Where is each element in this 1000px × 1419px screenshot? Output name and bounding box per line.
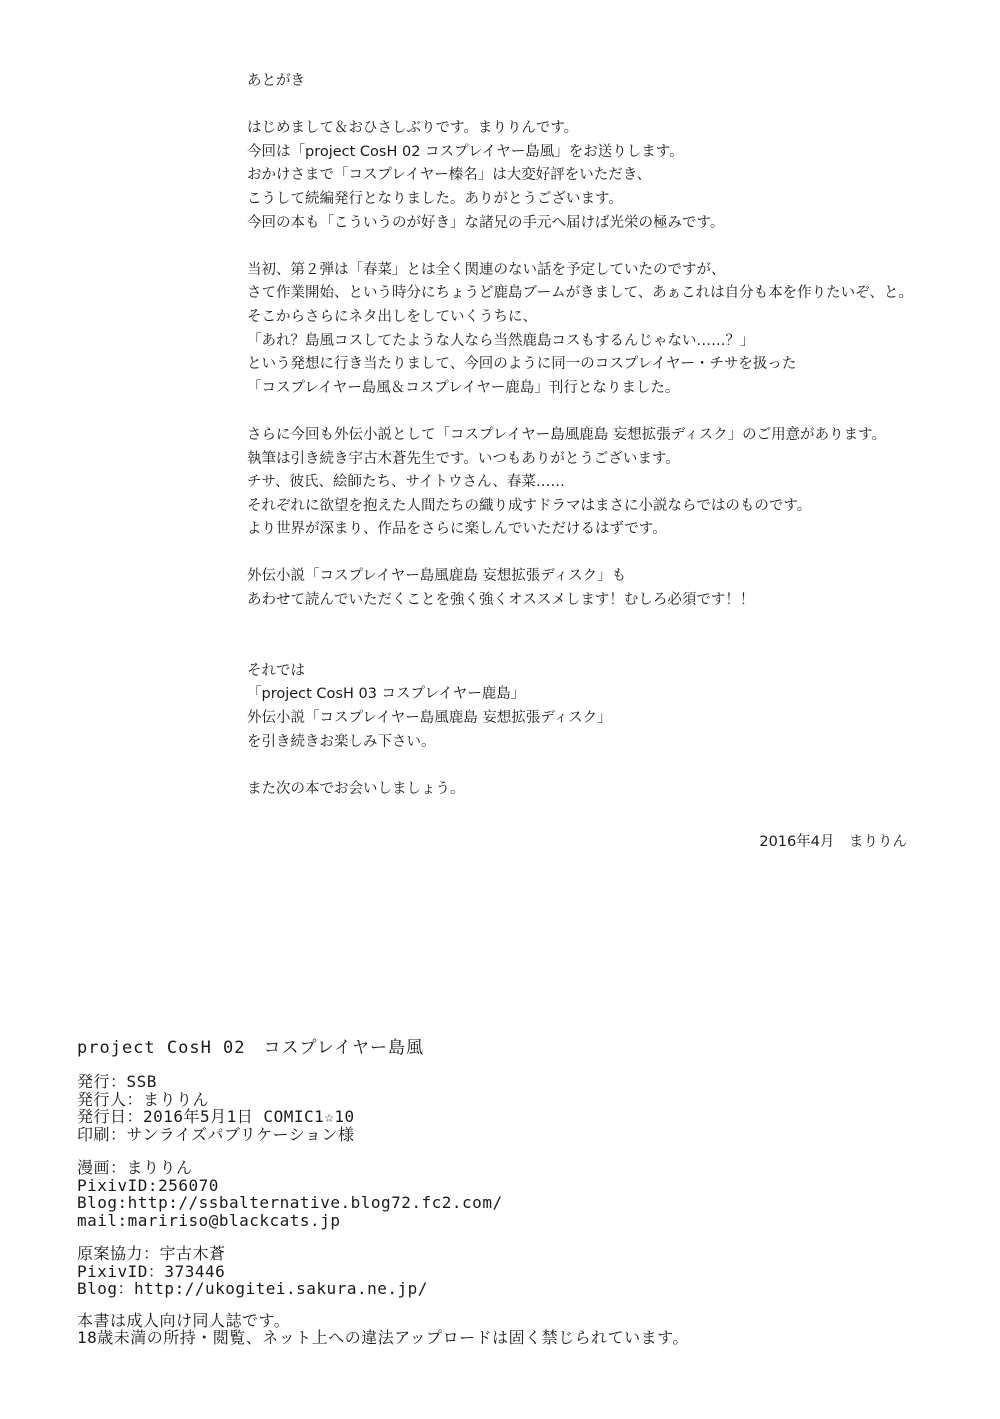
afterword-line: より世界が深まり、作品をさらに楽しんでいただけるはずです。 — [247, 521, 667, 538]
date-signature: 2016年4月 まりりん — [759, 834, 907, 850]
afterword-line: それでは — [247, 662, 305, 679]
colophon-issuer: 発行人：まりりん — [77, 1089, 210, 1109]
colophon-title: project CosH 02 コスプレイヤー島風 — [77, 1038, 424, 1058]
colophon-section — [77, 1037, 937, 1347]
colophon-notice: 本書は成人向け同人誌です。 — [77, 1310, 291, 1330]
spacer — [247, 613, 947, 660]
afterword-line: 外伝小説「コスプレイヤー島風鹿島 妄想拡張ディスク」 — [247, 710, 612, 727]
spacer — [77, 1229, 937, 1245]
colophon-issue-date: 発行日：2016年5月1日 COMIC1☆10 — [77, 1107, 355, 1126]
afterword-line: 今回の本も「こういうのが好き」な諸兄の手元へ届けば光栄の極みです。 — [247, 214, 725, 231]
spacer — [77, 1298, 937, 1312]
afterword-line: 当初、第２弾は「春菜」とは全く関連のない話を予定していたのですが、 — [247, 261, 726, 278]
colophon-printer: 印刷：サンライズパブリケーション様 — [77, 1124, 355, 1144]
afterword-section — [247, 70, 947, 801]
colophon-manga-blog: Blog:http://ssbalternative.blog72.fc2.com/ — [77, 1193, 503, 1212]
colophon-original: 原案協力：宇古木蒼 — [77, 1244, 226, 1263]
afterword-line: を引き続きお楽しみ下さい。 — [247, 733, 436, 750]
spacer — [77, 1143, 937, 1159]
afterword-line: 「あれ？島風コスしてたような人なら当然鹿島コスもするんじゃない……？」 — [247, 332, 755, 349]
afterword-line: チサ、彼氏、絵師たち、サイトウさん、春菜…… — [247, 474, 565, 491]
colophon-notice: 18歳未満の所持・閲覧、ネット上への違法アップロードは固く禁じられています。 — [77, 1328, 689, 1347]
afterword-line: 外伝小説「コスプレイヤー島風鹿島 妄想拡張ディスク」も — [247, 568, 627, 585]
colophon-original-pixiv: PixivID：373446 — [77, 1261, 226, 1281]
colophon-manga: 漫画：まりりん — [77, 1158, 193, 1177]
afterword-line: そこからさらにネタ出しをしていくうちに、 — [247, 308, 537, 325]
afterword-line: さて作業開始、という時分にちょうど鹿島ブームがきまして、あぁこれは自分も本を作りたいぞ、と。 — [247, 285, 913, 302]
afterword-line: こうして続編発行となりました。ありがとうございます。 — [247, 190, 623, 207]
colophon-manga-pixiv: PixivID:256070 — [77, 1175, 219, 1195]
spacer — [247, 542, 947, 566]
afterword-line: はじめまして＆おひさしぶりです。まりりんです。 — [247, 120, 579, 137]
afterword-line: それぞれに欲望を抱えた人間たちの織り成すドラマはまさに小説ならではのものです。 — [247, 497, 812, 514]
afterword-line: 「コスプレイヤー島風＆コスプレイヤー鹿島」刊行となりました。 — [247, 379, 680, 396]
spacer — [247, 754, 947, 778]
spacer — [247, 400, 947, 424]
afterword-line: おかけさまで「コスプレイヤー榛名」は大変好評をいただき、 — [247, 167, 652, 184]
afterword-line: という発想に行き当たりまして、今回のように同一のコスプレイヤー・チサを扱った — [247, 356, 797, 373]
afterword-line: 執筆は引き続き宇古木蒼先生です。いつもありがとうございます。 — [247, 450, 680, 467]
afterword-line: あわせて読んでいただくことを強く強くオススメします！むしろ必須です！！ — [247, 592, 755, 609]
afterword-line: 「project CosH 03 コスプレイヤー鹿島」 — [247, 686, 526, 703]
afterword-heading: あとがき — [247, 73, 305, 89]
afterword-line: 今回は「project CosH 02 コスプレイヤー島風」をお送りします。 — [247, 143, 684, 160]
colophon-publisher: 発行：SSB — [77, 1072, 157, 1091]
colophon-original-blog: Blog：http://ukogitei.sakura.ne.jp/ — [77, 1279, 428, 1298]
afterword-closing: また次の本でお会いしましょう。 — [247, 780, 465, 797]
spacer — [247, 94, 947, 118]
spacer — [247, 235, 947, 259]
afterword-line: さらに今回も外伝小説として「コスプレイヤー島風鹿島 妄想拡張ディスク」のご用意があります。 — [247, 426, 886, 443]
colophon-manga-mail: mail:maririso@blackcats.jp — [77, 1210, 341, 1230]
spacer — [77, 1059, 937, 1073]
